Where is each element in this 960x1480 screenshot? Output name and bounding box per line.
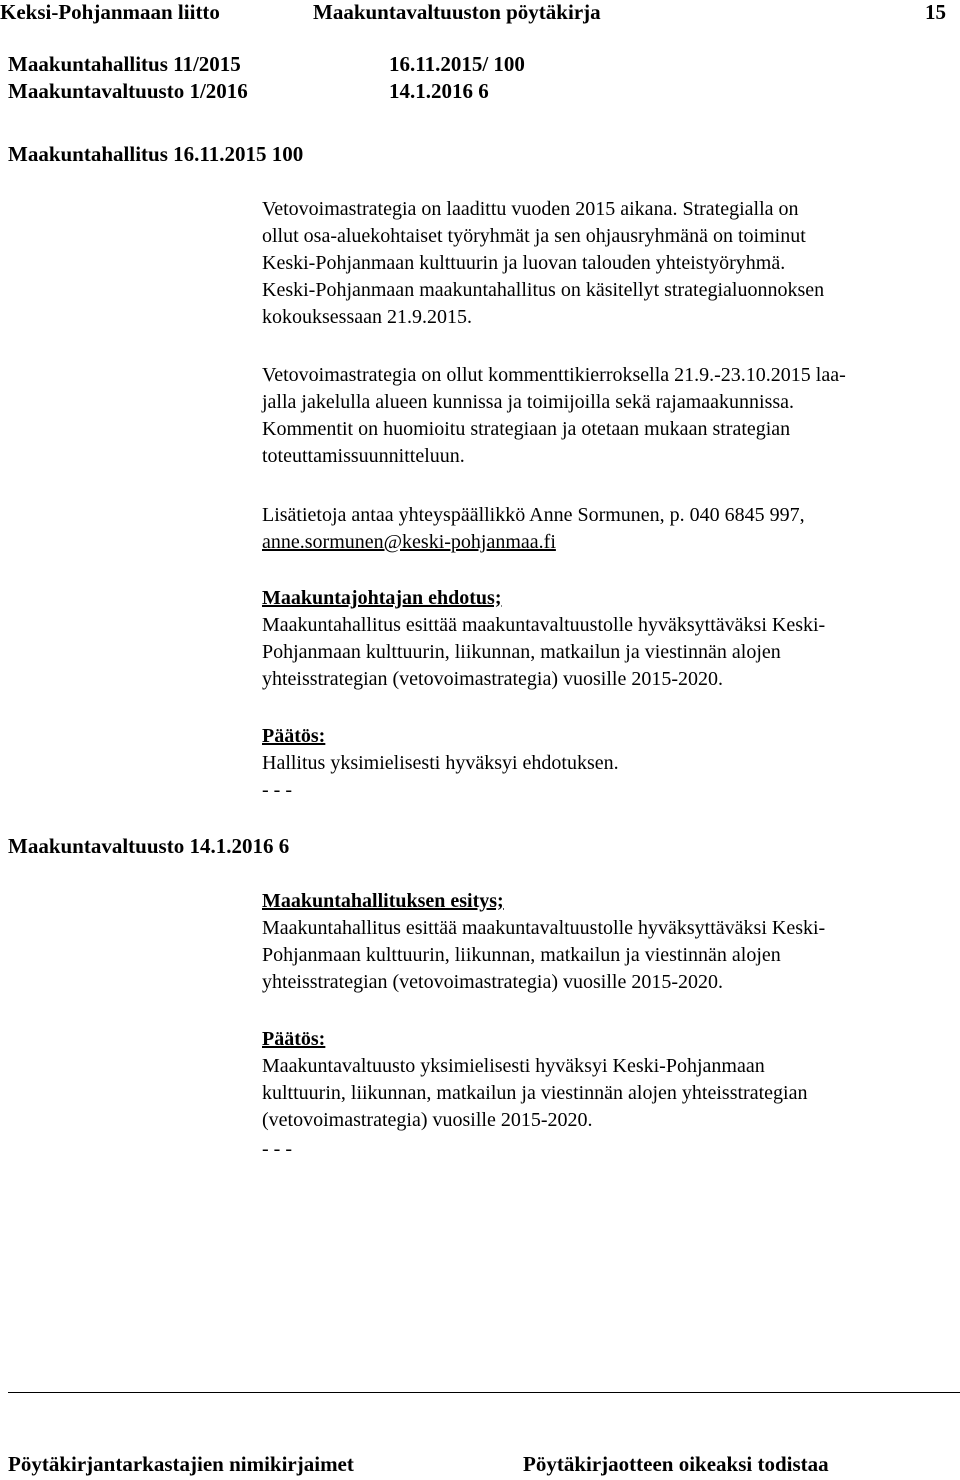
text-line: kokouksessaan 21.9.2015.: [262, 306, 472, 328]
text-line: toteuttamissuunnitteluun.: [262, 445, 465, 467]
footer-divider: [8, 1392, 960, 1393]
text-line: Maakuntahallitus esittää maakuntavaltuustolle hyväksyttäväksi Keski-: [262, 917, 826, 939]
email-link[interactable]: anne.sormunen@keski-pohjanmaa.fi: [262, 531, 556, 553]
document-title: Maakuntavaltuuston pöytäkirja: [313, 0, 601, 24]
meta-row1-right: 16.11.2015/ 100: [389, 52, 525, 76]
text-line: Maakuntavaltuusto yksimielisesti hyväksyi Keski-Pohjanmaan: [262, 1055, 765, 1077]
text-line: kulttuurin, liikunnan, matkailun ja viestinnän alojen yhteisstrategian: [262, 1082, 808, 1104]
board-proposal-text: [262, 915, 825, 996]
text-line: yhteisstrategian (vetovoimastrategia) vuosille 2015-2020.: [262, 668, 723, 690]
text-line: Keski-Pohjanmaan maakuntahallitus on käsitellyt strategialuonnoksen: [262, 279, 825, 301]
organization-name: Keksi-Pohjanmaan liitto: [0, 0, 220, 24]
separator: - - -: [262, 779, 292, 801]
contact-line: Lisätietoja antaa yhteyspäällikkö Anne Sormunen, p. 040 6845 997,: [262, 504, 805, 526]
text-line: Vetovoimastrategia on ollut kommenttikierroksella 21.9.-23.10.2015 laa-: [262, 364, 846, 386]
email-line: [262, 529, 556, 556]
text-line: Maakuntahallitus esittää maakuntavaltuustolle hyväksyttäväksi Keski-: [262, 614, 826, 636]
text-line: Kommentit on huomioitu strategiaan ja otetaan mukaan strategian: [262, 418, 791, 440]
text-line: Pohjanmaan kulttuurin, liikunnan, matkailun ja viestinnän alojen: [262, 944, 781, 966]
page-number: 15: [925, 0, 946, 24]
section1-heading: Maakuntahallitus 16.11.2015 100: [8, 142, 304, 166]
text-line: Pohjanmaan kulttuurin, liikunnan, matkailun ja viestinnän alojen: [262, 641, 781, 663]
section1-paragraph-2: [262, 362, 846, 470]
meta-row2-left: Maakuntavaltuusto 1/2016: [8, 79, 248, 103]
text-line: ollut osa-aluekohtaiset työryhmät ja sen ohjausryhmänä on toiminut: [262, 225, 806, 247]
board-proposal-heading: Maakuntahallituksen esitys;: [262, 890, 504, 912]
footer-initials-label: Pöytäkirjantarkastajien nimikirjaimet: [8, 1452, 354, 1476]
decision-heading: Päätös:: [262, 725, 326, 747]
text-line: yhteisstrategian (vetovoimastrategia) vuosille 2015-2020.: [262, 971, 723, 993]
proposal-text: [262, 612, 825, 693]
meta-row2-right: 14.1.2016 6: [389, 79, 489, 103]
footer-certification-label: Pöytäkirjaotteen oikeaksi todistaa: [523, 1452, 829, 1476]
council-decision-heading: Päätös:: [262, 1028, 326, 1050]
text-line: Keski-Pohjanmaan kulttuurin ja luovan talouden yhteistyöryhmä.: [262, 252, 786, 274]
text-line: (vetovoimastrategia) vuosille 2015-2020.: [262, 1109, 593, 1131]
council-decision-text: [262, 1053, 807, 1134]
text-line: jalla jakelulla alueen kunnissa ja toimijoilla sekä rajamaakunnissa.: [262, 391, 795, 413]
proposal-heading: Maakuntajohtajan ehdotus;: [262, 587, 502, 609]
decision-text: Hallitus yksimielisesti hyväksyi ehdotuksen.: [262, 752, 619, 774]
section1-paragraph-1: [262, 196, 824, 331]
meta-row1-left: Maakuntahallitus 11/2015: [8, 52, 241, 76]
text-line: Vetovoimastrategia on laadittu vuoden 2015 aikana. Strategialla on: [262, 198, 799, 220]
separator: - - -: [262, 1138, 292, 1160]
section2-heading: Maakuntavaltuusto 14.1.2016 6: [8, 834, 290, 858]
